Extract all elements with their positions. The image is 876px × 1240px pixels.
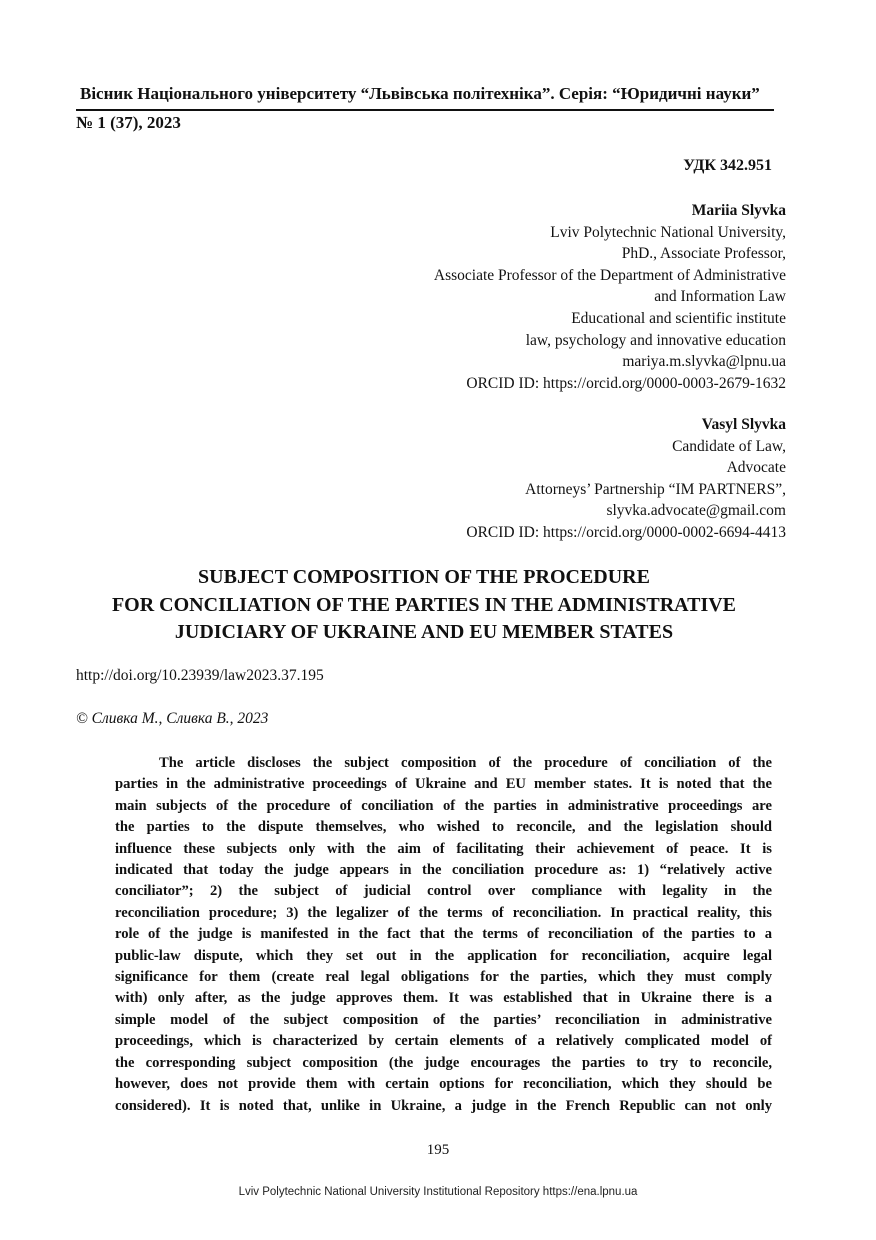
abstract-line: however, does not provide them with certain options for reconciliation, which they should be bbox=[115, 1076, 772, 1093]
author-affiliation-line: Candidate of Law, bbox=[672, 437, 786, 455]
abstract-line: conciliator”; 2) the subject of judicial control over compliance with legality in the bbox=[115, 883, 772, 900]
author-block-2 bbox=[466, 414, 786, 544]
journal-title: Вісник Національного університету “Львівська політехніка”. Серія: “Юридичні науки” bbox=[80, 84, 760, 103]
abstract-line: reconciliation procedure; 3) the legalizer of the terms of reconciliation. In practical reality, this bbox=[115, 904, 772, 921]
header-divider bbox=[76, 109, 774, 111]
abstract-line: role of the judge is manifested in the fact that the terms of reconciliation of the parties to a bbox=[115, 926, 772, 943]
abstract-line: the corresponding subject composition (the judge encourages the parties to try to reconcile, bbox=[115, 1054, 772, 1071]
doi-link[interactable]: http://doi.org/10.23939/law2023.37.195 bbox=[76, 667, 324, 684]
abstract-line: significance for them (create real legal obligations for the parties, which they must comply bbox=[115, 969, 772, 986]
article-title-line: JUDICIARY OF UKRAINE AND EU MEMBER STATES bbox=[174, 621, 674, 643]
copyright-notice: © Сливка М., Сливка В., 2023 bbox=[76, 710, 269, 727]
abstract-line: influence these subjects only with the aim of facilitating their achievement of peace. It is bbox=[115, 840, 772, 857]
author-email: slyvka.advocate@gmail.com bbox=[606, 502, 786, 520]
author-affiliation-line: PhD., Associate Professor, bbox=[621, 245, 786, 263]
author-affiliation-line: and Information Law bbox=[654, 288, 786, 306]
abstract bbox=[115, 753, 772, 1117]
author-affiliation-line: Advocate bbox=[726, 459, 786, 477]
abstract-line: indicated that today the judge appears in the conciliation procedure as: 1) “relatively active bbox=[115, 862, 772, 879]
author-affiliation-line: law, psychology and innovative education bbox=[525, 331, 786, 349]
abstract-line: proceedings, which is characterized by certain elements of a relatively complicated model of bbox=[115, 1033, 772, 1050]
author-affiliation-line: Associate Professor of the Department of Administrative bbox=[433, 266, 786, 284]
udc-code: УДК 342.951 bbox=[683, 157, 772, 174]
author-affiliation-line: Attorneys’ Partnership “IM PARTNERS”, bbox=[525, 480, 786, 498]
author-name: Vasyl Slyvka bbox=[701, 416, 786, 433]
abstract-line: considered). It is noted that, unlike in Ukraine, a judge in the French Republic can not only bbox=[115, 1097, 772, 1114]
abstract-line: main subjects of the procedure of conciliation of the parties in administrative proceedings are bbox=[115, 797, 772, 814]
author-block-1 bbox=[434, 200, 786, 394]
abstract-line: public-law dispute, which they set out in the application for reconciliation, acquire legal bbox=[115, 947, 772, 964]
page-number: 195 bbox=[426, 1142, 450, 1158]
author-affiliation-line: Lviv Polytechnic National University, bbox=[550, 223, 786, 241]
article-title-line: FOR CONCILIATION OF THE PARTIES IN THE ADMINISTRATIVE bbox=[111, 593, 737, 616]
author-orcid: ORCID ID: https://orcid.org/0000-0002-6694-4413 bbox=[466, 523, 786, 541]
abstract-line: The article discloses the subject composition of the procedure of conciliation of the bbox=[159, 755, 772, 771]
repository-footer: Lviv Polytechnic National University Institutional Repository https://ena.lpnu.ua bbox=[238, 1186, 638, 1198]
author-email: mariya.m.slyvka@lpnu.ua bbox=[622, 353, 786, 371]
article-title-line: SUBJECT COMPOSITION OF THE PROCEDURE bbox=[198, 566, 650, 588]
abstract-line: simple model of the subject composition of the parties’ reconciliation in administrative bbox=[115, 1011, 772, 1028]
author-name: Mariia Slyvka bbox=[691, 202, 786, 219]
article-title bbox=[60, 564, 788, 647]
abstract-line: the parties to the dispute themselves, who wished to reconcile, and the legislation should bbox=[115, 819, 772, 836]
author-orcid: ORCID ID: https://orcid.org/0000-0003-2679-1632 bbox=[466, 374, 786, 392]
abstract-line: parties in the administrative proceedings of Ukraine and EU member states. It is noted that the bbox=[115, 776, 772, 793]
issue-number: № 1 (37), 2023 bbox=[76, 113, 181, 132]
author-affiliation-line: Educational and scientific institute bbox=[571, 309, 786, 327]
abstract-line: with) only after, as the judge approves them. It was established that in Ukraine there is a bbox=[115, 990, 772, 1007]
